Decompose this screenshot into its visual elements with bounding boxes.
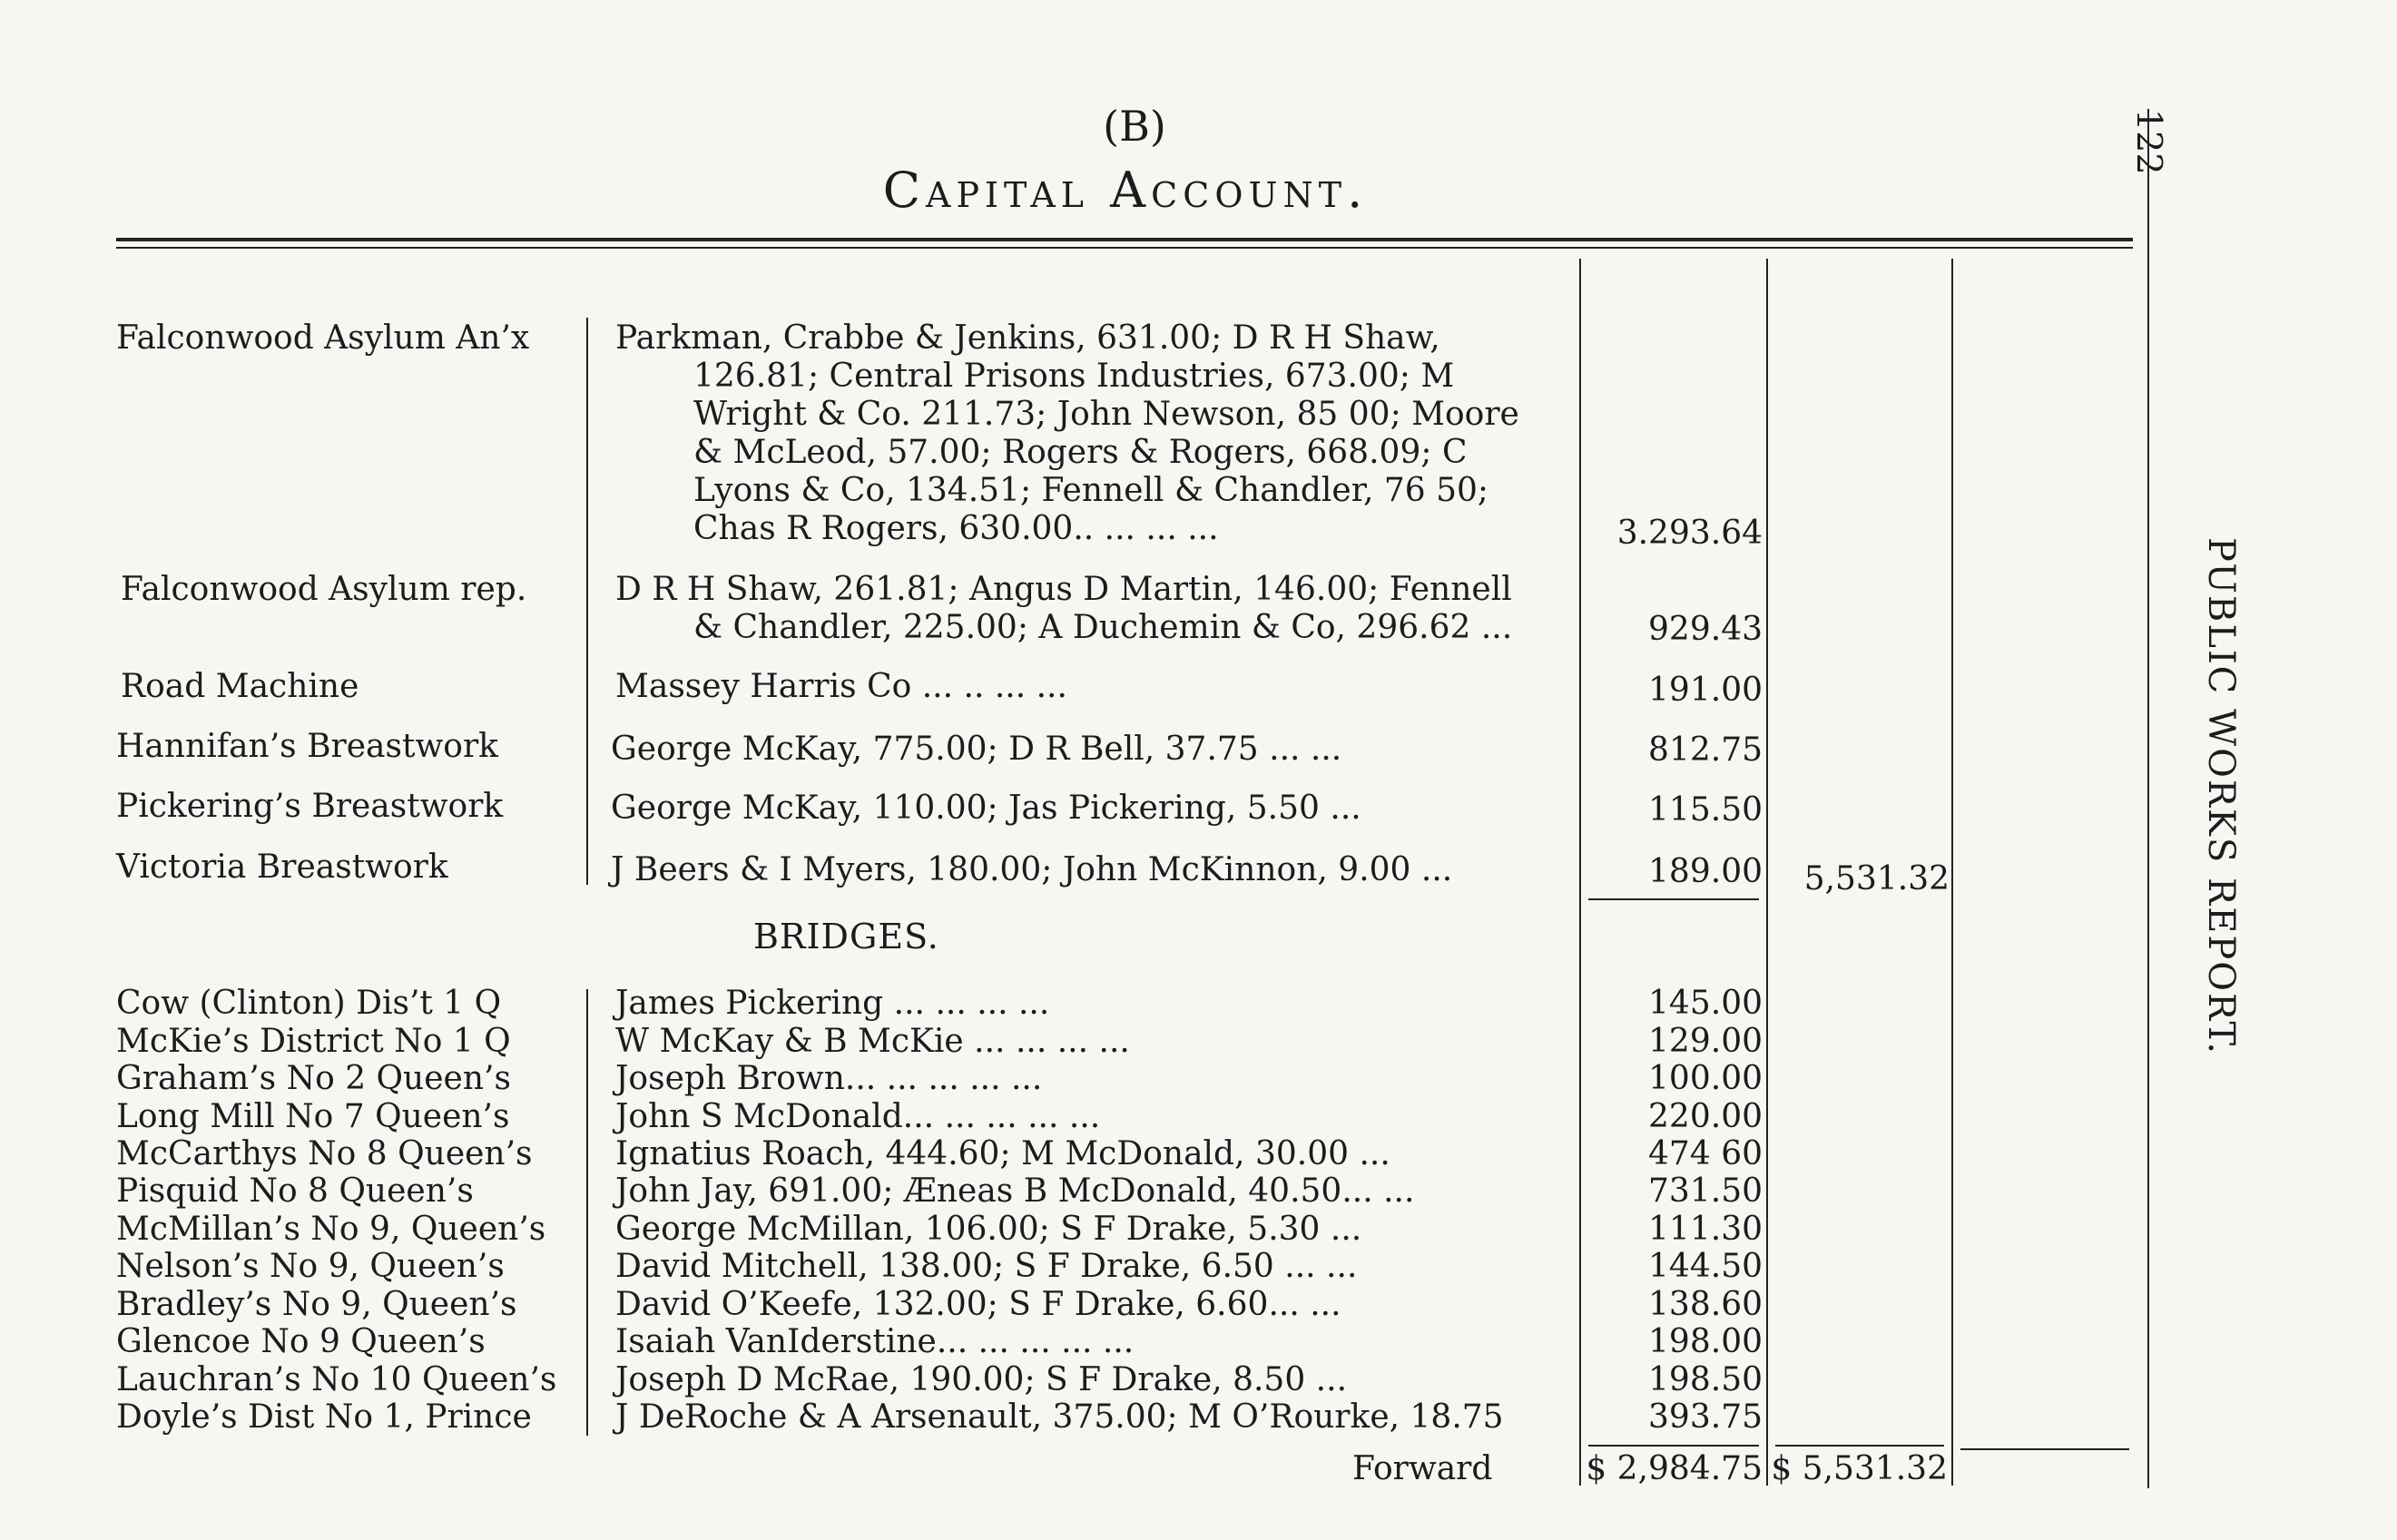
header-rule-top [116, 238, 2133, 241]
bridge-item: Nelson’s No 9, Queen’s [116, 1248, 505, 1285]
page-edge-rule [2147, 109, 2149, 1488]
payee-line: & Chandler, 225.00; A Duchemin & Co, 296.62 ... [693, 609, 1513, 646]
payee-line: D R H Shaw, 261.81; Angus D Martin, 146.00; Fennell [615, 571, 1512, 608]
bridge-payee: David O’Keefe, 132.00; S F Drake, 6.60... ... [615, 1286, 1341, 1323]
forward-rule-amount [1588, 1445, 1759, 1447]
entry-item: Pickering’s Breastwork [116, 788, 504, 825]
bridge-amount: 731.50 [1648, 1172, 1763, 1210]
entry-item: Hannifan’s Breastwork [116, 728, 498, 765]
page-title: Capital Account. [882, 162, 1369, 219]
forward-amount: $ 2,984.75 [1586, 1450, 1763, 1487]
entry-total: 5,531.32 [1803, 860, 1950, 898]
entry-amount: 3.293.64 [1616, 515, 1763, 552]
entry-amount: 812.75 [1648, 731, 1763, 769]
section-letter: (B) [1103, 102, 1166, 151]
forward-label: Forward [1352, 1450, 1493, 1487]
entry-item: Road Machine [121, 668, 359, 705]
entry-item: Victoria Breastwork [116, 848, 448, 886]
bridge-item: Lauchran’s No 10 Queen’s [116, 1361, 557, 1398]
bridge-payee: John Jay, 691.00; Æneas B McDonald, 40.50... ... [615, 1172, 1415, 1210]
entry-payees: George McKay, 110.00; Jas Pickering, 5.50 ... [611, 790, 1361, 827]
bridge-amount: 144.50 [1648, 1248, 1763, 1285]
page-number: 122 [2129, 109, 2169, 175]
bridge-amount: 220.00 [1648, 1098, 1763, 1135]
bridge-payee: James Pickering ... ... ... ... [615, 985, 1050, 1022]
bridge-payee: Joseph D McRae, 190.00; S F Drake, 8.50 ... [615, 1361, 1348, 1398]
entry-amount: 929.43 [1648, 611, 1763, 648]
bridge-item: McMillan’s No 9, Queen’s [116, 1211, 546, 1248]
bridge-amount: 145.00 [1648, 985, 1763, 1022]
entry-payees: Massey Harris Co ... .. ... ... [615, 668, 1067, 705]
bridge-payee: John S McDonald... ... ... ... ... [615, 1098, 1101, 1135]
bridge-item: Graham’s No 2 Queen’s [116, 1060, 511, 1097]
bridge-payee: George McMillan, 106.00; S F Drake, 5.30 ... [615, 1211, 1362, 1248]
bridge-item: Pisquid No 8 Queen’s [116, 1172, 474, 1210]
bridge-payee: Joseph Brown... ... ... ... ... [615, 1060, 1043, 1097]
entry-amount: 115.50 [1648, 791, 1763, 829]
entry-payees: J Beers & I Myers, 180.00; John McKinnon, 9.00 ... [611, 851, 1453, 888]
entry-payees: George McKay, 775.00; D R Bell, 37.75 ... ... [611, 731, 1342, 768]
bridge-item: McKie’s District No 1 Q [116, 1023, 511, 1060]
bridge-item: Glencoe No 9 Queen’s [116, 1323, 486, 1360]
bridge-payee: Isaiah VanIderstine... ... ... ... ... [615, 1323, 1135, 1360]
total-column-rule-right [1951, 259, 1953, 1486]
bridge-payee: W McKay & B McKie ... ... ... ... [615, 1023, 1130, 1060]
bridge-amount: 111.30 [1648, 1211, 1763, 1248]
bridge-item: Bradley’s No 9, Queen’s [116, 1286, 517, 1323]
bridge-amount: 198.00 [1648, 1323, 1763, 1360]
bridge-amount: 138.60 [1648, 1286, 1763, 1323]
payee-line: Lyons & Co, 134.51; Fennell & Chandler, 76 50; [693, 472, 1489, 509]
bridge-payee: Ignatius Roach, 444.60; M McDonald, 30.00 ... [615, 1135, 1390, 1172]
payee-line: 126.81; Central Prisons Industries, 673.00; M [693, 358, 1455, 395]
bridge-payee: David Mitchell, 138.00; S F Drake, 6.50 ... ... [615, 1248, 1358, 1285]
entry-item: Falconwood Asylum rep. [121, 571, 527, 608]
entry-item: Falconwood Asylum An’x [116, 319, 530, 357]
bridge-item: Long Mill No 7 Queen’s [116, 1098, 510, 1135]
bridge-amount: 474 60 [1648, 1135, 1763, 1172]
entry-amount: 191.00 [1648, 672, 1763, 709]
bridge-amount: 100.00 [1648, 1060, 1763, 1097]
payee-line: Parkman, Crabbe & Jenkins, 631.00; D R H Shaw, [615, 319, 1440, 357]
item-column-rule-bridges [586, 989, 588, 1436]
entry-amount: 189.00 [1648, 853, 1763, 890]
bridge-item: Cow (Clinton) Dis’t 1 Q [116, 985, 502, 1022]
bridge-amount: 393.75 [1648, 1398, 1763, 1436]
bridge-payee: J DeRoche & A Arsenault, 375.00; M O’Rourke, 18.75 [615, 1398, 1504, 1436]
payee-line: Wright & Co. 211.73; John Newson, 85 00; Moore [693, 396, 1519, 433]
bridges-heading: BRIDGES. [753, 917, 939, 956]
item-column-rule [586, 318, 588, 885]
forward-rule-extra [1960, 1448, 2129, 1450]
bridge-item: Doyle’s Dist No 1, Prince [116, 1398, 532, 1436]
header-rule-bottom [116, 247, 2133, 249]
payee-line: & McLeod, 57.00; Rogers & Rogers, 668.09; C [693, 434, 1468, 471]
bridge-amount: 129.00 [1648, 1023, 1763, 1060]
forward-total: $ 5,531.32 [1771, 1450, 1948, 1487]
subtotal-rule [1588, 898, 1759, 900]
running-head: PUBLIC WORKS REPORT. [2200, 537, 2242, 1055]
forward-rule-total [1775, 1445, 1944, 1447]
bridge-amount: 198.50 [1648, 1361, 1763, 1398]
payee-line: Chas R Rogers, 630.00.. ... ... ... [693, 510, 1219, 547]
bridge-item: McCarthys No 8 Queen’s [116, 1135, 533, 1172]
